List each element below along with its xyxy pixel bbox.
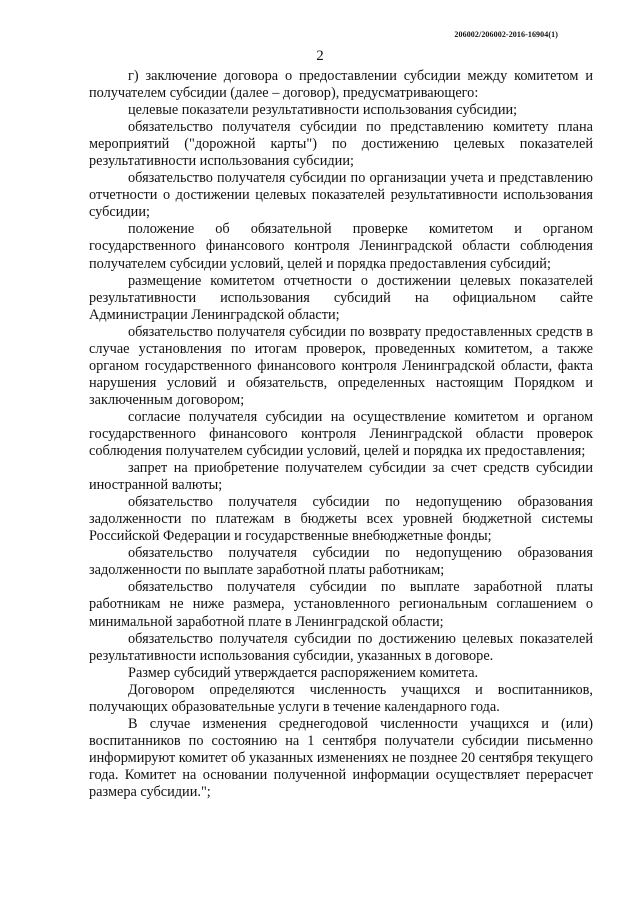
- paragraph-roadmap-obligation: обязательство получателя субсидии по представлению комитету плана мероприятий ("дорожной карты") по достижению целевых показателей результативности использования субсидии;: [89, 119, 593, 170]
- paragraph-wage-debt: обязательство получателя субсидии по недопущению образования задолженности по выплате заработной платы работникам;: [89, 545, 593, 579]
- paragraph-target-indicators: целевые показатели результативности использования субсидии;: [128, 102, 518, 119]
- document-body: [89, 68, 593, 801]
- paragraph-minimum-wage: обязательство получателя субсидии по выплате заработной платы работникам не ниже размера, установленного региональным соглашением о минимальной заработной плате в Ленинградской области;: [89, 579, 593, 630]
- page-number: 2: [316, 48, 324, 64]
- paragraph-recalculation: В случае изменения среднегодовой численности учащихся и (или) воспитанников по состоянию на 1 сентября получатели субсидии письменно информируют комитет об указанных изменениях не позднее 20 сентября текущего года. Комитет на основании полученной информации осуществляет перерасчет размера субсидии.";: [89, 715, 593, 800]
- paragraph-target-achievement: обязательство получателя субсидии по достижению целевых показателей результативности использования субсидии, указанных в договоре.: [89, 630, 593, 664]
- paragraph-subsidy-amount: Размер субсидий утверждается распоряжением комитета.: [128, 664, 479, 681]
- paragraph-refund-obligation: обязательство получателя субсидии по возврату предоставленных средств в случае установления по итогам проверок, проведенных комитетом, а также органом государственного финансового контроля Ленинградской области, факта нарушения условий и обязательств, определенных настоящим Порядком и заключенным договором;: [89, 323, 593, 408]
- paragraph-contract-conclusion: г) заключение договора о предоставлении субсидии между комитетом и получателем субсидии (далее – договор), предусматривающего:: [89, 68, 593, 102]
- paragraph-budget-debt: обязательство получателя субсидии по недопущению образования задолженности по платежам в бюджеты всех уровней бюджетной системы Российской Федерации и государственные внебюджетные фонды;: [89, 494, 593, 545]
- document-id: 206002/206002-2016-16904(1): [454, 30, 558, 39]
- paragraph-student-count: Договором определяются численность учащихся и воспитанников, получающих образовательные услуги в течение календарного года.: [89, 681, 593, 715]
- paragraph-report-publication: размещение комитетом отчетности о достижении целевых показателей результативности использования субсидий на официальном сайте Администрации Ленинградской области;: [89, 272, 593, 323]
- paragraph-currency-ban: запрет на приобретение получателем субсидии за счет средств субсидии иностранной валюты;: [89, 460, 593, 494]
- paragraph-mandatory-audit: положение об обязательной проверке комитетом и органом государственного финансового контроля Ленинградской области соблюдения получателем субсидии условий, целей и порядка предоставления субсидий;: [89, 221, 593, 272]
- paragraph-audit-consent: согласие получателя субсидии на осуществление комитетом и органом государственного финансового контроля Ленинградской области проверок соблюдения получателем субсидии условий, целей и порядка их предоставления;: [89, 408, 593, 460]
- paragraph-reporting-obligation: обязательство получателя субсидии по организации учета и представлению отчетности о достижении целевых показателей результативности использования субсидии;: [89, 170, 593, 221]
